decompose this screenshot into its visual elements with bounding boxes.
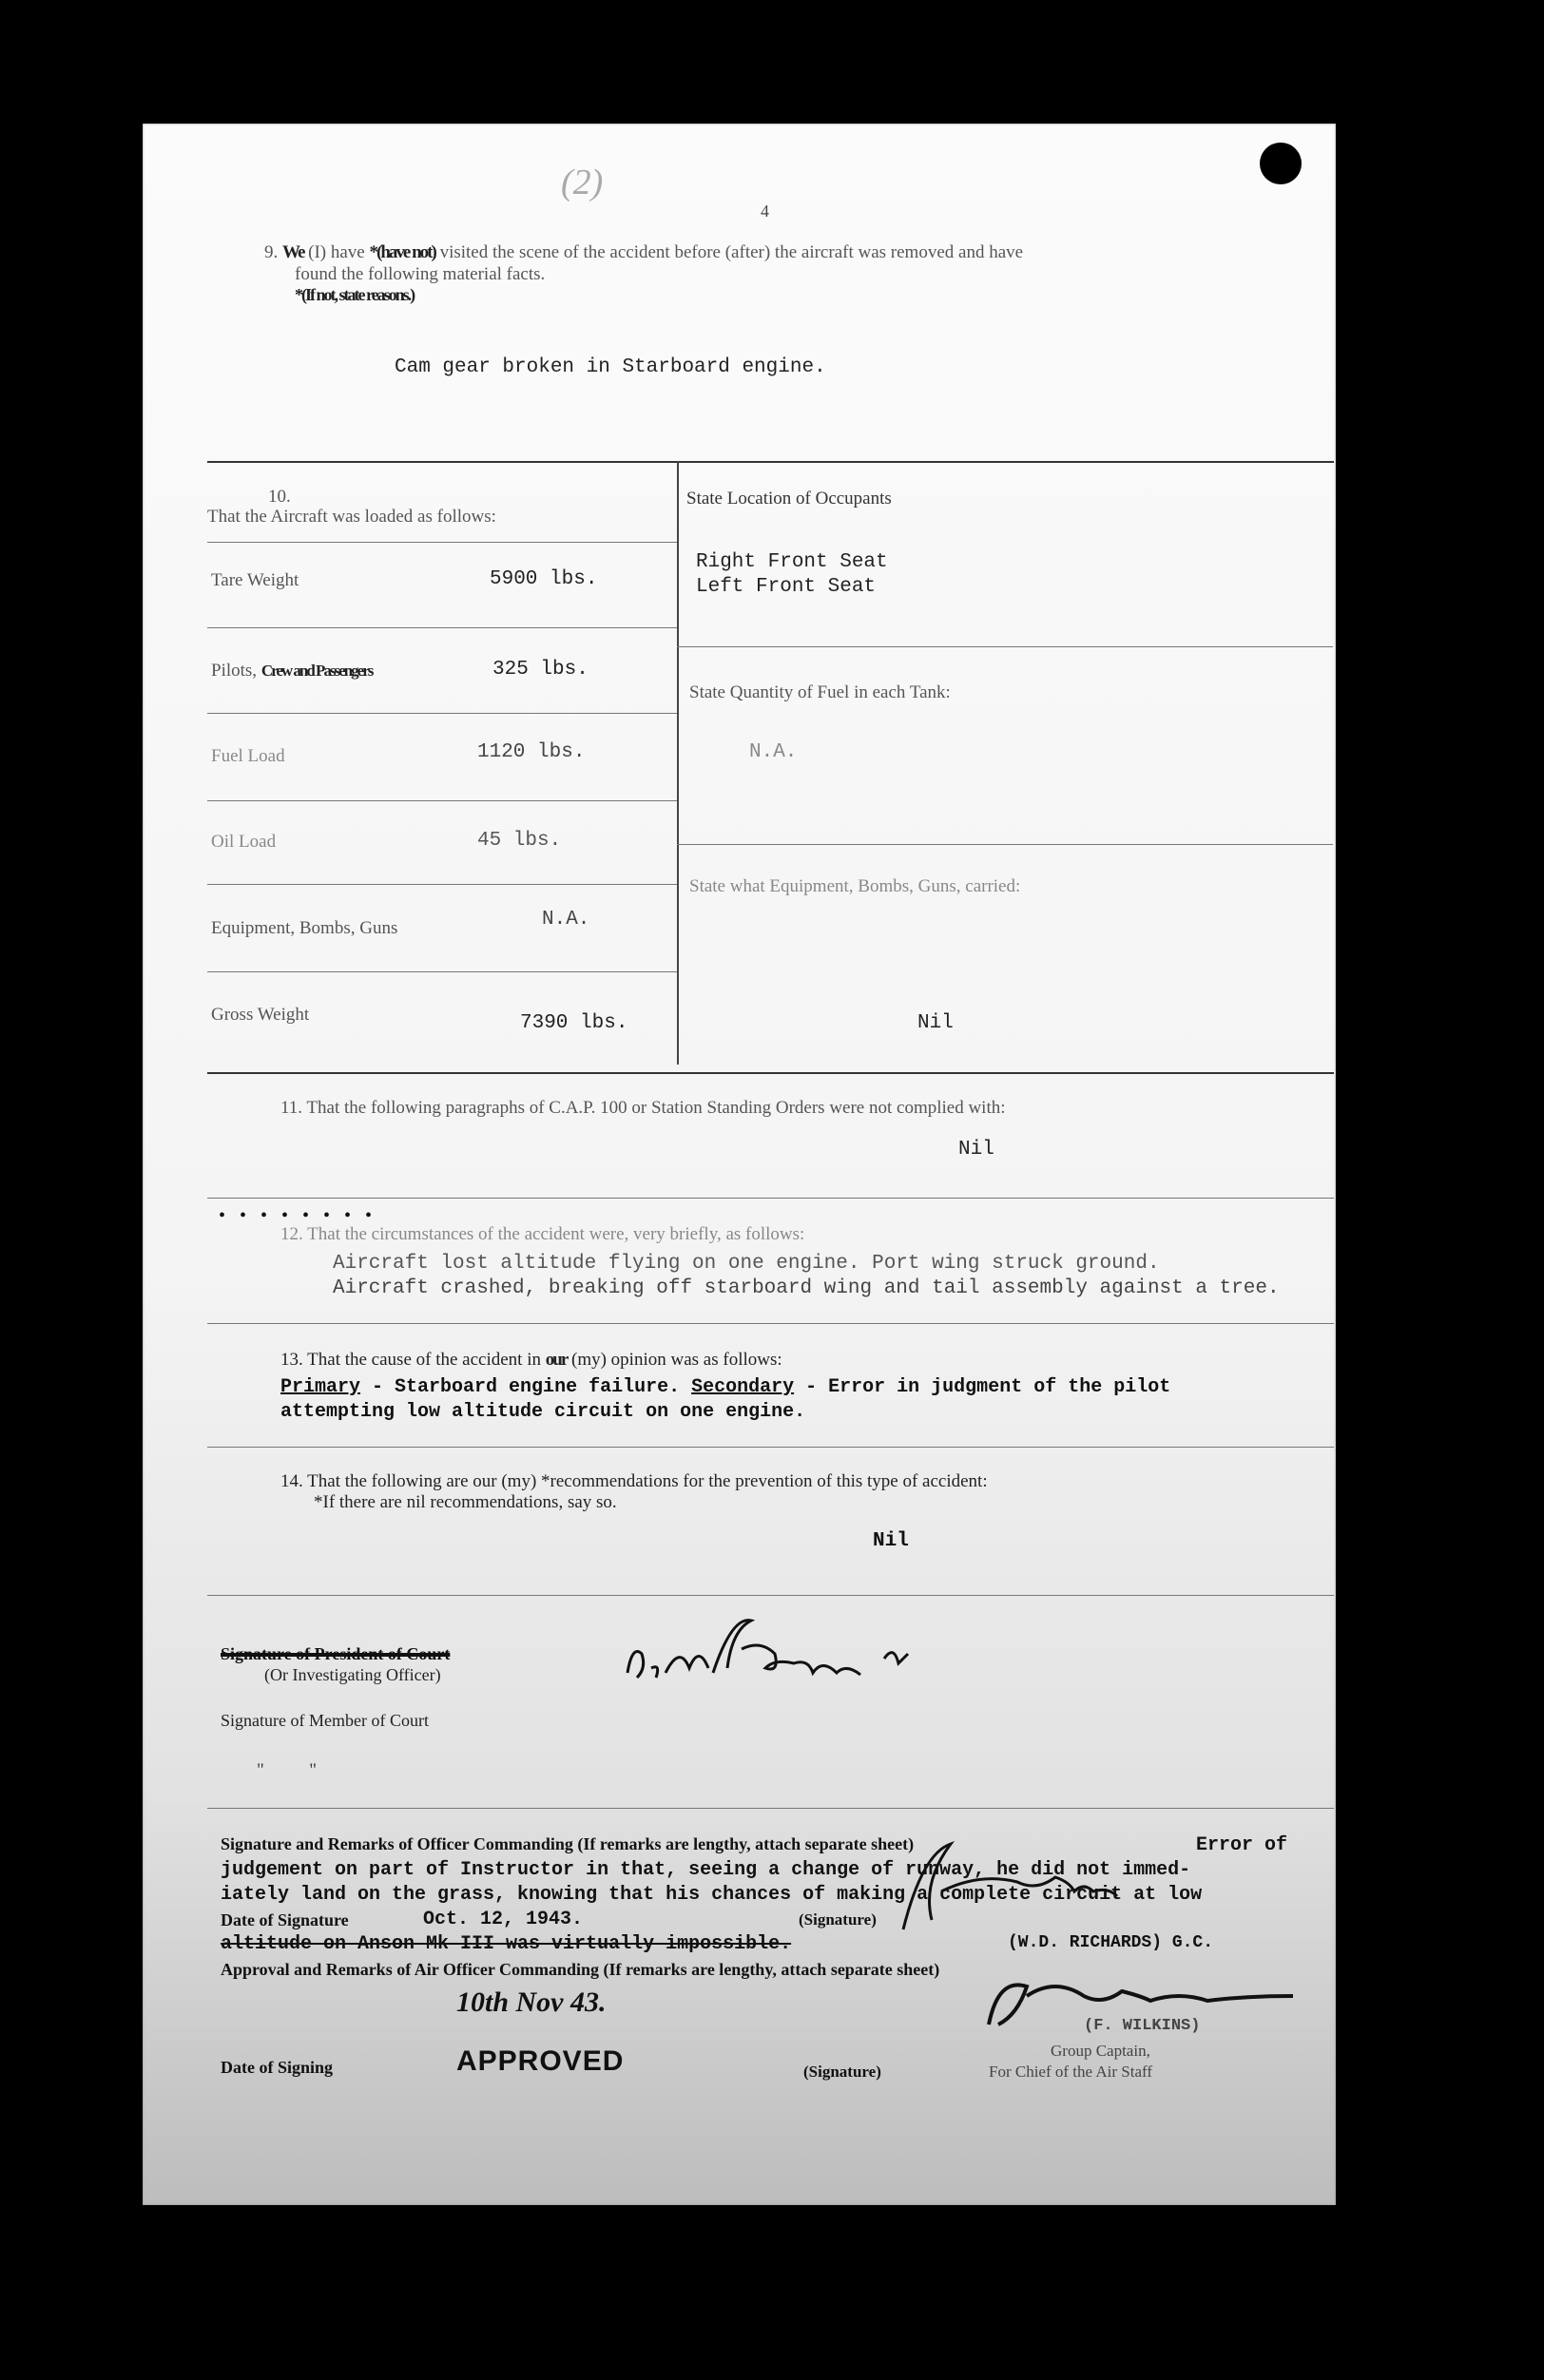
item12-line1: Aircraft lost altitude flying on one engine. Port wing struck ground. (333, 1253, 1160, 1275)
redaction-dots: • • • • • • • • (219, 1205, 377, 1226)
member-label: Signature of Member of Court (221, 1711, 429, 1730)
ditto-marks: " " (257, 1760, 318, 1780)
row-rule (207, 627, 677, 628)
divider (207, 1198, 1334, 1199)
air-officer-label: Approval and Remarks of Air Officer Commanding (If remarks are lengthy, attach separate sheet) (221, 1960, 940, 1979)
secondary-text: - Error in judgment of the pilot (805, 1376, 1171, 1398)
fuel-label: Fuel Load (211, 746, 285, 766)
table-divider (677, 461, 679, 1065)
commanding-remark-line4: altitude on Anson Mk III was virtually impossible. (221, 1933, 792, 1955)
tare-label: Tare Weight (211, 570, 299, 590)
commanding-signature (884, 1834, 1188, 1944)
commanding-remark-line3: iately land on the grass, knowing that his chances of making a complete circuit at low (221, 1884, 1203, 1906)
air-officer-signature-label: (Signature) (803, 2063, 881, 2081)
item13-text-before: 13. That the cause of the accident in (280, 1350, 541, 1370)
item10-number: 10. (268, 487, 291, 507)
item14-note: *If there are nil recommendations, say so. (314, 1492, 617, 1512)
pilots-struck: Crew and Passengers (261, 662, 373, 680)
item11-text: 11. That the following paragraphs of C.A.P. 100 or Station Standing Orders were not complied with: (280, 1098, 1006, 1118)
primary-text: - Starboard engine failure. (372, 1376, 681, 1398)
signature-scribble (884, 1834, 1188, 1939)
item11-value: Nil (958, 1139, 994, 1161)
signature-scribble (618, 1616, 960, 1701)
equipment-value: N.A. (542, 909, 590, 931)
pilots-label-line (211, 661, 372, 681)
item13-struck: our (545, 1350, 568, 1370)
investigating-label: (Or Investigating Officer) (264, 1665, 441, 1684)
occupant-2: Left Front Seat (696, 576, 877, 598)
pilots-value: 325 lbs. (492, 659, 589, 681)
air-officer-name: (F. WILKINS) (1084, 2017, 1201, 2035)
document-page (143, 124, 1336, 2205)
fuel-tank-value: N.A. (749, 741, 798, 763)
divider (207, 1323, 1334, 1324)
item13-text-after: (my) opinion was as follows: (571, 1350, 782, 1370)
row-rule (207, 971, 677, 972)
item10-heading: That the Aircraft was loaded as follows: (207, 507, 496, 527)
equipment-carried-value: Nil (917, 1012, 954, 1034)
equipment-label: Equipment, Bombs, Guns (211, 918, 398, 938)
commanding-date-value: Oct. 12, 1943. (423, 1909, 584, 1930)
page-number: 4 (761, 202, 769, 221)
gross-label: Gross Weight (211, 1005, 310, 1025)
commanding-label: Signature and Remarks of Officer Commanding (If remarks are lengthy, attach separate sheet) (221, 1834, 915, 1853)
air-officer-signature (979, 1967, 1303, 2048)
occupant-1: Right Front Seat (696, 551, 888, 573)
item14-text: 14. That the following are our (my) *recommendations for the prevention of this type of accident: (280, 1471, 988, 1491)
approved-stamp: APPROVED (456, 2045, 625, 2077)
margin-note: (2) (561, 163, 604, 202)
item9-number: 9. (264, 242, 279, 262)
air-officer-rank: Group Captain, (1051, 2042, 1150, 2060)
item9-finding: Cam gear broken in Starboard engine. (395, 356, 826, 378)
gross-value: 7390 lbs. (520, 1012, 628, 1034)
item9-struck-word: *(have not) (369, 242, 435, 262)
commanding-signature-label: (Signature) (799, 1910, 877, 1929)
air-officer-title: For Chief of the Air Staff (989, 2063, 1153, 2081)
oil-value: 45 lbs. (477, 830, 562, 852)
oil-label: Oil Load (211, 832, 277, 852)
divider (207, 1595, 1334, 1596)
item9-struck-pronoun: We (282, 242, 304, 262)
item9-line2: found the following material facts. (295, 264, 546, 284)
secondary-label: Secondary (691, 1376, 795, 1398)
item9-line1 (264, 242, 1023, 263)
tare-value: 5900 lbs. (490, 568, 598, 590)
item13-line2 (280, 1376, 1170, 1398)
divider (207, 1808, 1334, 1809)
commanding-date-label: Date of Signature (221, 1910, 349, 1929)
item9-text: visited the scene of the accident before (after) the aircraft was removed and have (439, 242, 1024, 262)
fuel-tank-label: State Quantity of Fuel in each Tank: (689, 682, 951, 702)
item9-pronoun: (I) have (308, 242, 365, 262)
row-rule (207, 713, 677, 714)
punch-hole (1260, 143, 1302, 184)
item13-line (280, 1350, 782, 1371)
commanding-remark-start: Error of (1196, 1834, 1288, 1856)
air-officer-handwritten-date: 10th Nov 43. (456, 1987, 607, 2018)
item12-text: 12. That the circumstances of the accident were, very briefly, as follows: (280, 1224, 805, 1244)
item9-struck-line: *(If not, state reasons.) (295, 285, 415, 304)
occupants-label: State Location of Occupants (686, 489, 892, 509)
primary-label: Primary (280, 1376, 361, 1398)
divider (207, 1447, 1334, 1448)
row-rule (207, 884, 677, 885)
fuel-value: 1120 lbs. (477, 741, 586, 763)
commanding-remark-line2: judgement on part of Instructor in that, seeing a change of runway, he did not immed- (221, 1859, 1191, 1881)
president-signature (618, 1616, 960, 1706)
cell-rule (677, 646, 1333, 647)
commanding-officer: (W.D. RICHARDS) G.C. (1008, 1933, 1214, 1952)
row-rule (207, 542, 677, 543)
cell-rule (677, 844, 1333, 845)
equipment-carried-label: State what Equipment, Bombs, Guns, carried: (689, 876, 1021, 896)
item14-value: Nil (873, 1530, 909, 1552)
divider (207, 461, 1334, 463)
pilots-label: Pilots, (211, 661, 258, 681)
item13-line3: attempting low altitude circuit on one engine. (280, 1401, 806, 1423)
item12-line2: Aircraft crashed, breaking off starboard wing and tail assembly against a tree. (333, 1277, 1280, 1299)
president-label: Signature of President of Court (221, 1644, 451, 1663)
divider (207, 1072, 1334, 1074)
air-officer-date-label: Date of Signing (221, 2058, 334, 2077)
row-rule (207, 800, 677, 801)
